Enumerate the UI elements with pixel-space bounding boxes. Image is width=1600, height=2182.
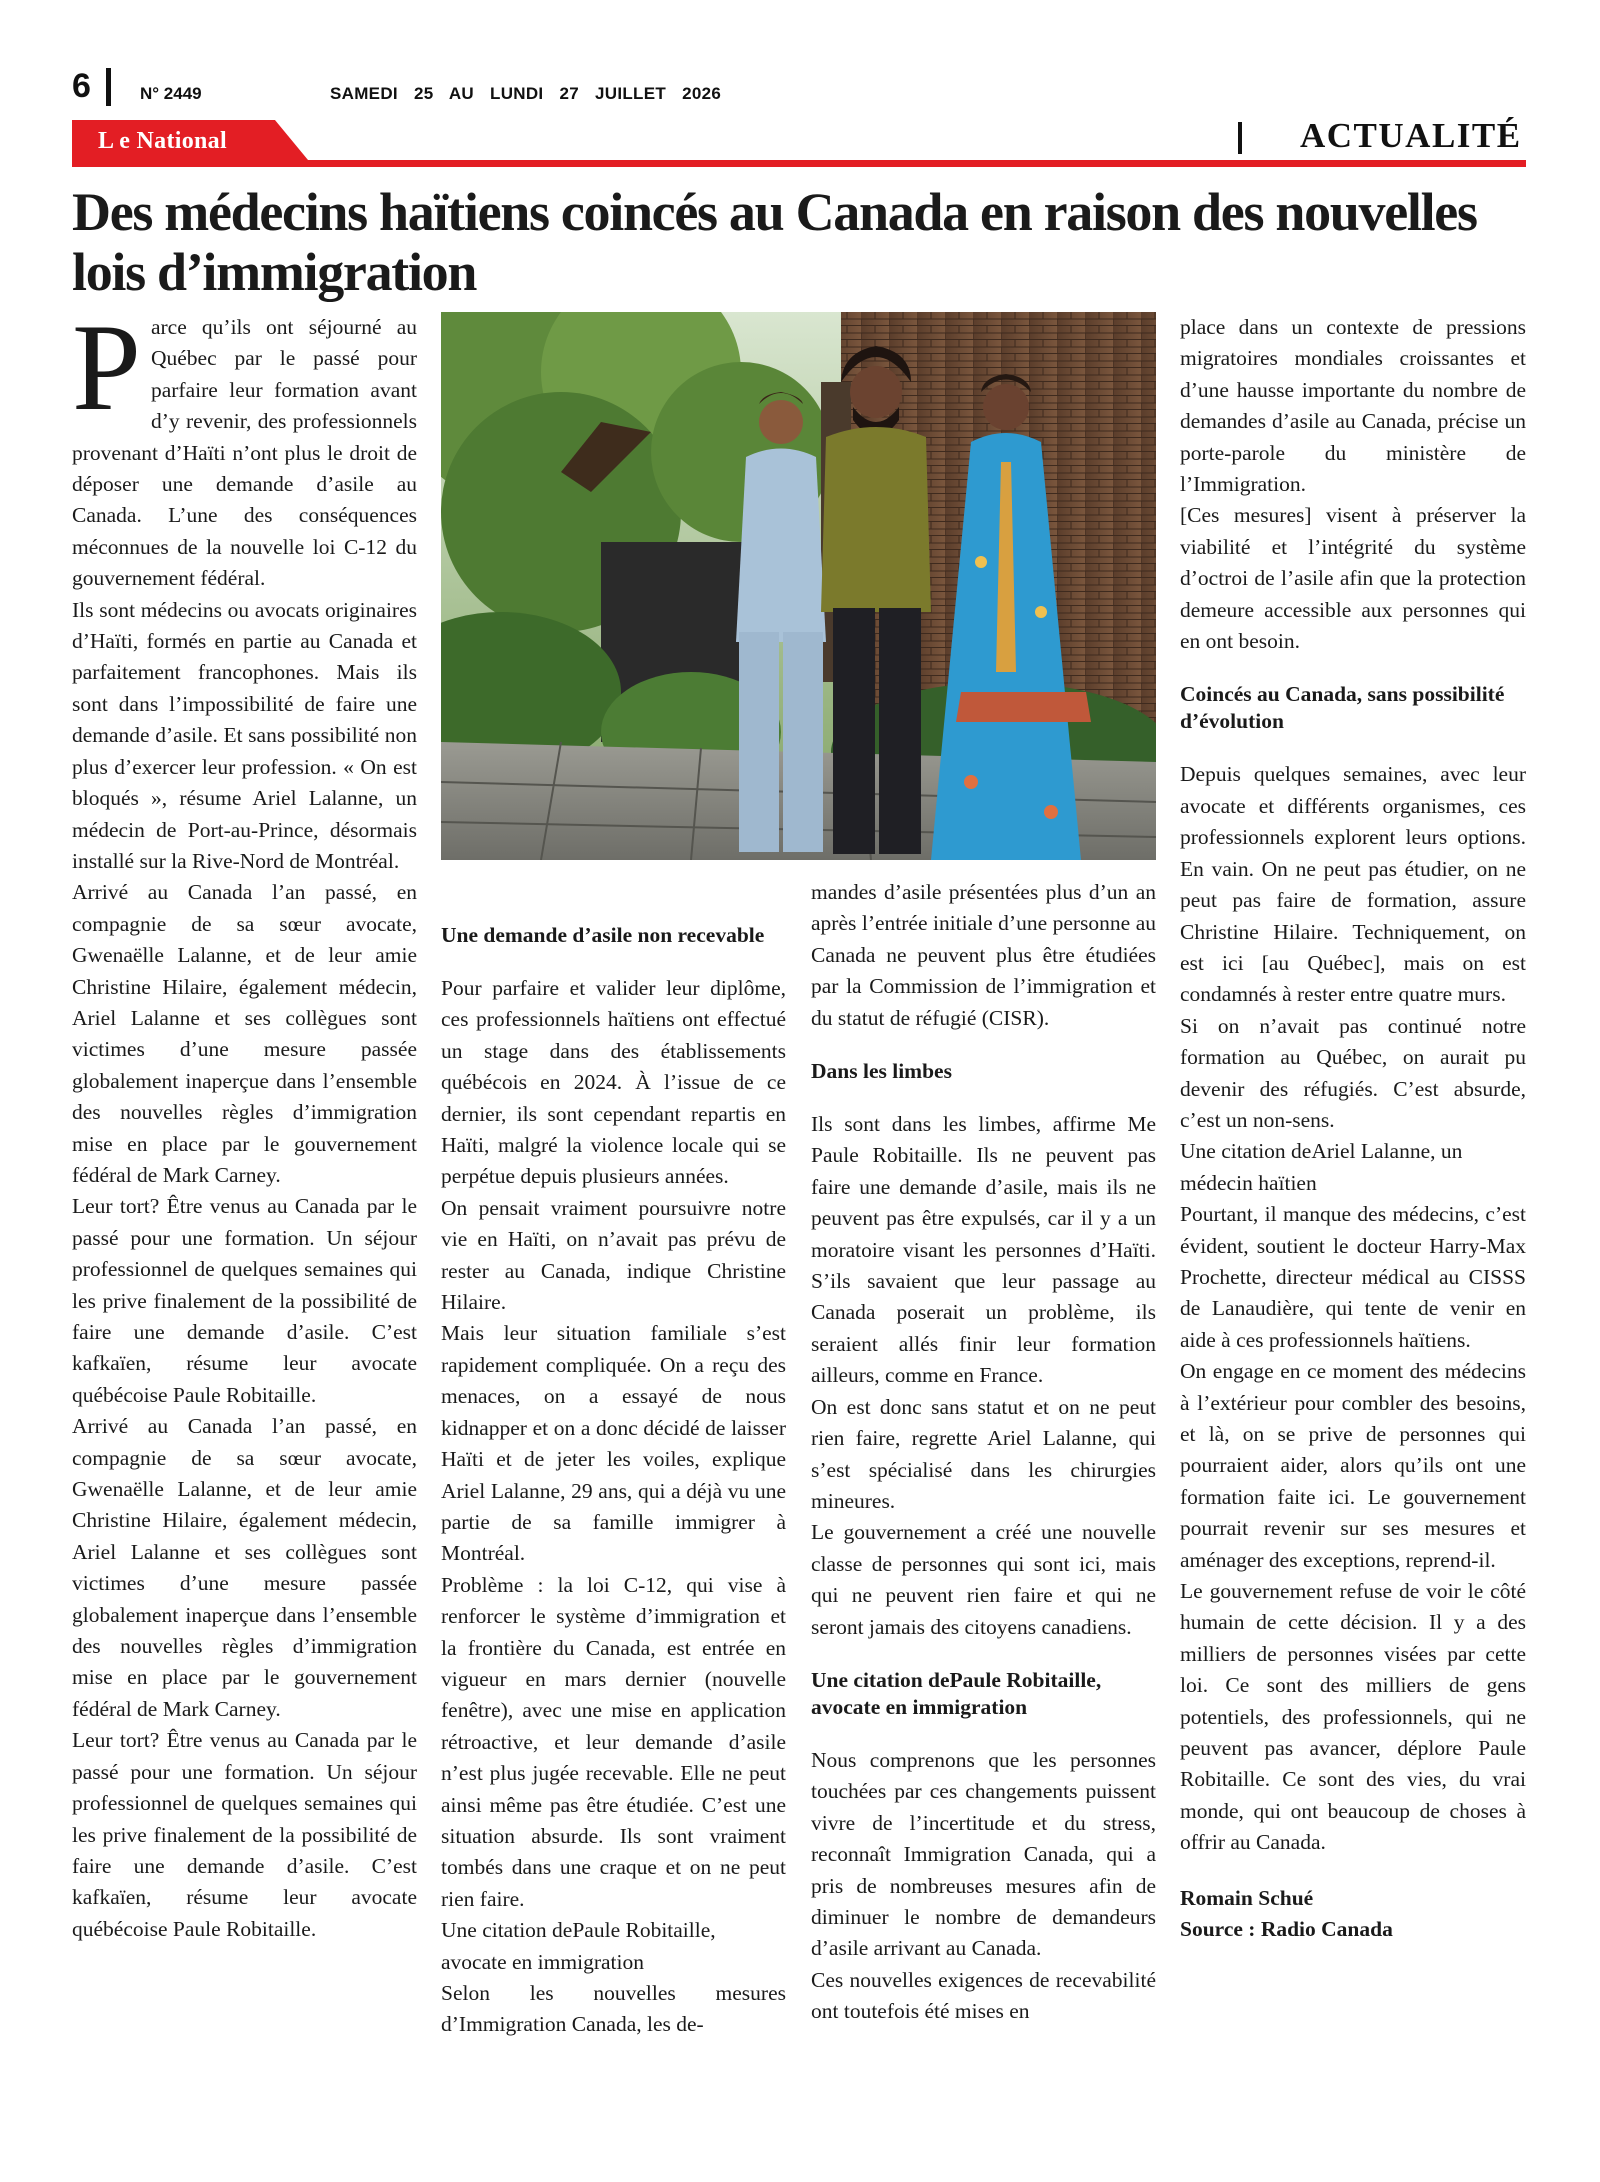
subheading-asylum-not-admissible: Une demande d’asile non recevable — [441, 923, 765, 947]
subheading-in-limbo: Dans les limbes — [811, 1059, 952, 1084]
article-column-1 — [72, 299, 417, 1945]
photo-illustration — [441, 312, 1156, 860]
article-paragraph: Depuis quelques semaines, avec leur avocate et différents organismes, ces professionnels explorent leurs options. En vain. On ne peut pas étudier, on ne peut pas faire de formation, assure Christine Hilaire. Techniquement, on est ici [au Québec], mais on est condamnés à rester entre quatre murs. — [1180, 762, 1526, 1007]
article-paragraph: Pour parfaire et valider leur diplôme, ces professionnels haïtiens ont effectué un stage dans des établissements québécois en 2024. À l’issue de ce dernier, ils sont cependant repartis en Haïti, malgré la violence locale qui se perpétue depuis plusieurs années. — [441, 976, 786, 1189]
article-paragraph: Leur tort? Être venus au Canada par le passé pour une formation. Un séjour professionnel de quelques semaines qui les prive finalement de la possibilité de faire une demande d’asile. C’est kafkaïen, résume leur avocate québécoise Paule Robitaille. — [72, 1728, 417, 1941]
article-paragraph: On pensait vraiment poursuivre notre vie en Haïti, on n’avait pas prévu de rester au Canada, indique Christine Hilaire. — [441, 1195, 786, 1315]
article-column-2 — [441, 922, 786, 2041]
article-paragraph: Si on n’avait pas continué notre formation au Québec, on aurait pu devenir des réfugiés. C’est absurde, c’est un non-sens. — [1180, 1013, 1526, 1132]
header-rule — [72, 160, 1526, 167]
issue-number: N° 2449 — [140, 84, 202, 103]
rubric-label: ACTUALITÉ — [1300, 116, 1522, 155]
quote-attribution: Une citation deAriel Lalanne, un médecin haïtien — [1180, 1139, 1463, 1195]
article-paragraph: On est donc sans statut et on ne peut rien faire, regrette Ariel Lalanne, qui s’est spécialisé dans les chirurgies mineures. — [811, 1394, 1156, 1513]
issue-date: SAMEDI 25 AU LUNDI 27 JUILLET 2026 — [330, 84, 722, 103]
section-tag: L e National — [98, 128, 227, 154]
article-column-4 — [1180, 312, 1526, 1946]
article-paragraph: [Ces mesures] visent à préserver la viabilité et l’intégrité du système d’octroi de l’asile afin que la protection demeure accessible aux personnes qui en ont besoin. — [1180, 503, 1526, 654]
article-paragraph: Mais leur situation familiale s’est rapidement compliquée. On a reçu des menaces, on a essayé de nous kidnapper et on a donc décidé de laisser Haïti et de jeter les voiles, explique Ariel Lalanne, 29 ans, qui a déjà vu une partie de sa famille immigrer à Montréal. — [441, 1321, 786, 1566]
subheading-stuck-in-canada: Coincés au Canada, sans possibilité d’évolution — [1180, 682, 1505, 734]
article-paragraph: Parce qu’ils ont séjourné au Québec par le passé pour parfaire leur formation avant d’y revenir, des professionnels provenant d’Haïti n’ont plus le droit de déposer une demande d’asile au Canada. L’une des conséquences méconnues de la nouvelle loi C-12 du gouvernement fédéral. — [72, 299, 417, 591]
subheading-quote-robitaille: Une citation dePaule Robitaille, avocate en immigration — [811, 1667, 1102, 1719]
drop-cap: P — [72, 299, 141, 436]
page-number-divider — [106, 68, 111, 106]
article-paragraph: mandes d’asile présentées plus d’un an après l’entrée initiale d’une personne au Canada ne peuvent plus être étudiées par la Commission de l’immigration et du statut de réfugié (CISR). — [811, 880, 1156, 1030]
article-paragraph: Problème : la loi C-12, qui vise à renforcer le système d’immigration et la frontière du Canada, est entrée en vigueur en mars dernier (nouvelle fenêtre), avec une mise en application rétroactive, et leur demande d’asile n’est plus jugée recevable. Elle ne peut ainsi même pas être étudiée. C’est une situation absurde. Ils sont vraiment tombés dans une craque et on ne peut rien faire. — [441, 1572, 786, 1911]
article-paragraph: place dans un contexte de pressions migratoires mondiales croissantes et d’une hausse importante du nombre de demandes d’asile au Canada, précise un porte-parole du ministère de l’Immigration. — [1180, 315, 1526, 497]
article-paragraph: Ces nouvelles exigences de recevabilité ont toutefois été mises en — [811, 1967, 1156, 2024]
article-paragraph: Leur tort? Être venus au Canada par le passé pour une formation. Un séjour professionnel de quelques semaines qui les prive finalement de la possibilité de faire une demande d’asile. C’est kafkaïen, résume leur avocate québécoise Paule Robitaille. — [72, 1194, 417, 1407]
article-headline: Des médecins haïtiens coincés au Canada en raison des nouvelles lois d’immigration — [72, 182, 1477, 302]
byline-author: Romain Schué — [1180, 1885, 1314, 1910]
article-paragraph: Nous comprenons que les personnes touchées par ces changements puissent vivre de l’incertitude et du stress, reconnaît Immigration Canada, qui a pris de nombreuses mesures afin de diminuer le nombre de demandeurs d’asile arrivant au Canada. — [811, 1747, 1156, 1961]
article-paragraph: On engage en ce moment des médecins à l’extérieur pour combler des besoins, et là, on se prive de personnes qui pourraient aider, alors qu’ils ont une formation faite ici. Le gouvernement pourrait revenir sur ses mesures et aménager des exceptions, reprend-il. — [1180, 1359, 1526, 1572]
article-column-3 — [811, 877, 1156, 2028]
article-paragraph: Arrivé au Canada l’an passé, en compagnie de sa sœur avocate, Gwenaëlle Lalanne, et de leur amie Christine Hilaire, également médecin, Ariel Lalanne et ses collègues sont victimes d’une mesure passée globalement inaperçue dans l’ensemble des nouvelles règles d’immigration mise en place par le gouvernement fédéral de Mark Carney. — [72, 1414, 417, 1721]
page-number: 6 — [72, 67, 91, 105]
article-paragraph: Arrivé au Canada l’an passé, en compagnie de sa sœur avocate, Gwenaëlle Lalanne, et de leur amie Christine Hilaire, également médecin, Ariel Lalanne et ses collègues sont victimes d’une mesure passée globalement inaperçue dans l’ensemble des nouvelles règles d’immigration mise en place par le gouvernement fédéral de Mark Carney. — [72, 880, 417, 1187]
article-paragraph: Ils sont médecins ou avocats originaires d’Haïti, formés en partie au Canada et parfaitement francophones. Mais ils sont dans l’impossibilité de faire une demande d’asile. Et sans possibilité non plus d’exercer leur profession. « On est bloqués », résume Ariel Lalanne, un médecin de Port-au-Prince, désormais installé sur la Rive-Nord de Montréal. — [72, 597, 417, 873]
byline-source: Source : Radio Canada — [1180, 1917, 1393, 1942]
article-photo — [441, 312, 1156, 860]
article-paragraph: Selon les nouvelles mesures d’Immigration Canada, les de- — [441, 1981, 786, 2037]
article-paragraph: Le gouvernement refuse de voir le côté humain de cette décision. Il y a des milliers de personnes visées par cette loi. Ce sont des milliers de gens potentiels, des professionnels, qui ne peuvent pas avancer, déplore Paule Robitaille. Ce sont des vies, du vrai monde, qui ont beaucoup de choses à offrir au Canada. — [1180, 1579, 1526, 1855]
article-paragraph: Le gouvernement a créé une nouvelle classe de personnes qui sont ici, mais qui ne peuvent rien faire et qui ne seront jamais des citoyens canadiens. — [811, 1520, 1156, 1639]
quote-attribution: Une citation dePaule Robitaille, avocate en immigration — [441, 1918, 716, 1974]
article-paragraph: Pourtant, il manque des médecins, c’est évident, soutient le docteur Harry-Max Prochette, directeur médical au CISSS de Lanaudière, qui tente de venir en aide à ces professionnels haïtiens. — [1180, 1202, 1526, 1352]
rubric-divider — [1238, 122, 1242, 154]
article-paragraph: Ils sont dans les limbes, affirme Me Paule Robitaille. Ils ne peuvent pas faire une demande d’asile, mais ils ne peuvent pas être expulsés, car il y a un moratoire visant les personnes d’Haïti. S’ils savaient que leur passage au Canada poserait un problème, ils seraient allés finir leur formation ailleurs, comme en France. — [811, 1112, 1156, 1388]
